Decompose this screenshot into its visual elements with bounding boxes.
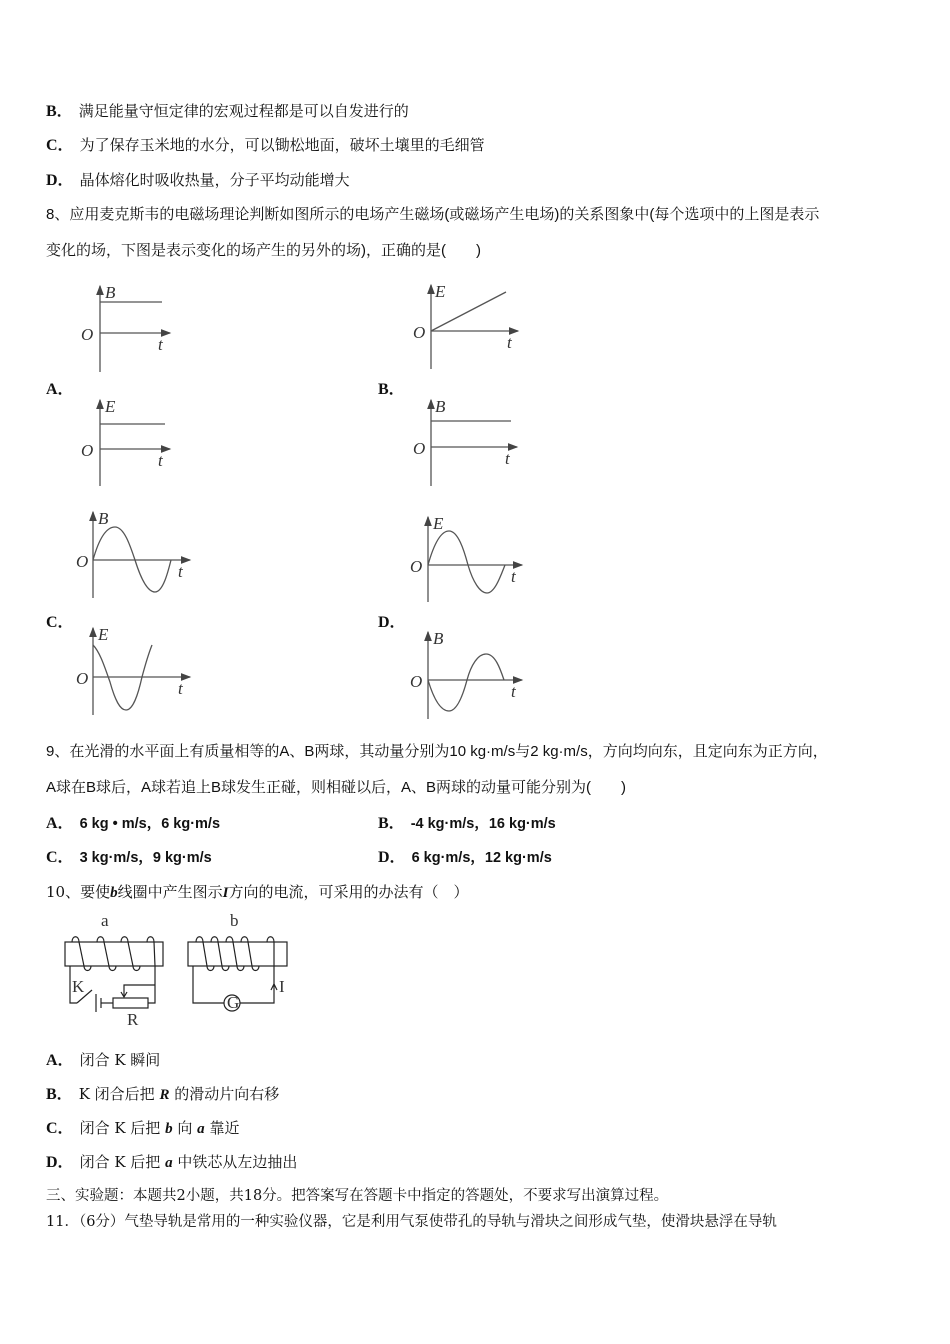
q10-option-b	[46, 1084, 279, 1105]
q8-stem-line1: 8、应用麦克斯韦的电磁场理论判断如图所示的电场产生磁场(或磁场产生电场)的关系图象中(每个选项中的上图是表示	[46, 206, 820, 223]
stem-var-i: I	[222, 885, 229, 901]
option-text: 闭合 K 瞬间	[79, 1051, 161, 1069]
stem-text: 方向的电流，可采用的办法有（ ）	[228, 883, 469, 901]
section3-heading: 三、实验题：本题共2小题，共18分。把答案写在答题卡中指定的答题处，不要求写出演算过程。	[46, 1188, 669, 1204]
option-label: D．	[378, 849, 406, 866]
option-text: 向	[177, 1119, 193, 1137]
option-var: R	[159, 1087, 170, 1103]
stem-text: 10、要使	[46, 883, 111, 901]
resistor-r	[113, 998, 148, 1008]
svg-text:O: O	[413, 439, 426, 458]
stem-text: 线圈中产生图示	[117, 883, 223, 901]
option-text: -4 kg·m/s，16 kg·m/s	[410, 816, 556, 832]
svg-text:E: E	[105, 397, 116, 416]
q8-stem-line2: 变化的场，下图是表示变化的场产生的另外的场)，正确的是( )	[46, 242, 481, 259]
option-var: a	[165, 1155, 173, 1171]
option-text: 6 kg·m/s，12 kg·m/s	[411, 850, 552, 866]
coil-a-label: a	[101, 911, 109, 930]
svg-text:O: O	[81, 325, 94, 344]
option-text: K 闭合后把	[78, 1085, 155, 1103]
option-text: 闭合 K 后把	[79, 1153, 161, 1171]
svg-text:B: B	[98, 509, 109, 528]
q10-option-c	[46, 1118, 239, 1139]
svg-text:t: t	[507, 333, 512, 352]
q8-option-a-label: A．	[46, 381, 74, 398]
svg-text:E: E	[433, 514, 444, 533]
option-label: B．	[378, 815, 405, 832]
coil-a	[65, 937, 163, 1012]
resistor-r-label: R	[127, 1010, 139, 1029]
svg-text:O: O	[410, 672, 423, 691]
svg-text:O: O	[413, 323, 426, 342]
option-label: A．	[46, 815, 74, 832]
option-text: 靠近	[209, 1119, 240, 1137]
option-text: 6 kg • m/s，6 kg·m/s	[79, 816, 221, 832]
option-label: C．	[46, 849, 74, 866]
option-label: C．	[46, 137, 74, 154]
svg-text:O: O	[81, 441, 94, 460]
galvanometer-label: G	[227, 993, 240, 1012]
option-label: D．	[46, 1154, 74, 1171]
option-text: 3 kg·m/s，9 kg·m/s	[79, 850, 212, 866]
option-text: 闭合 K 后把	[79, 1119, 161, 1137]
option-text: 满足能量守恒定律的宏观过程都是可以自发进行的	[78, 102, 409, 120]
q11-stem: 11．（6分）气垫导轨是常用的一种实验仪器，它是利用气泵使带孔的导轨与滑块之间形成气垫，使滑块悬浮在导轨	[46, 1214, 777, 1230]
q9-stem-line1: 9、在光滑的水平面上有质量相等的A、B两球，其动量分别为10 kg·m/s与2 kg·m/s，方向均向东，且定向东为正方向，	[46, 743, 828, 760]
q8-option-b-label: B．	[378, 381, 405, 398]
option-text: 中铁芯从左边抽出	[177, 1153, 298, 1171]
option-label: D．	[46, 172, 74, 189]
option-label: B．	[46, 103, 73, 120]
svg-text:O: O	[410, 557, 423, 576]
svg-text:t: t	[511, 567, 516, 586]
option-text: 为了保存玉米地的水分，可以锄松地面，破坏土壤里的毛细管	[79, 136, 485, 154]
option-text: 的滑动片向右移	[174, 1085, 280, 1103]
switch-k-label: K	[72, 977, 85, 996]
q10-option-d	[46, 1152, 297, 1173]
svg-text:O: O	[76, 552, 89, 571]
svg-text:B: B	[433, 629, 444, 648]
option-label: C．	[46, 1120, 74, 1137]
q8-option-d-label: D．	[378, 614, 406, 631]
svg-text:E: E	[435, 282, 446, 301]
q10-option-a	[46, 1050, 160, 1071]
coil-b-label: b	[230, 911, 239, 930]
svg-text:t: t	[158, 451, 163, 470]
svg-text:t: t	[505, 449, 510, 468]
current-i-label: I	[279, 977, 285, 996]
option-text: 晶体熔化时吸收热量，分子平均动能增大	[79, 171, 350, 189]
svg-text:t: t	[158, 335, 163, 354]
option-var: a	[197, 1121, 205, 1137]
svg-text:t: t	[178, 562, 183, 581]
svg-text:B: B	[105, 283, 116, 302]
option-var: b	[165, 1121, 173, 1137]
svg-text:t: t	[511, 682, 516, 701]
svg-text:t: t	[178, 679, 183, 698]
q9-stem-line2: A球在B球后，A球若追上B球发生正碰，则相碰以后，A、B两球的动量可能分别为( )	[46, 779, 627, 796]
option-label: A．	[46, 1052, 74, 1069]
svg-text:B: B	[435, 397, 446, 416]
stem-var-b: b	[110, 885, 118, 901]
q8-option-c-label: C．	[46, 614, 74, 631]
svg-text:E: E	[98, 625, 109, 644]
option-label: B．	[46, 1086, 73, 1103]
svg-text:O: O	[76, 669, 89, 688]
